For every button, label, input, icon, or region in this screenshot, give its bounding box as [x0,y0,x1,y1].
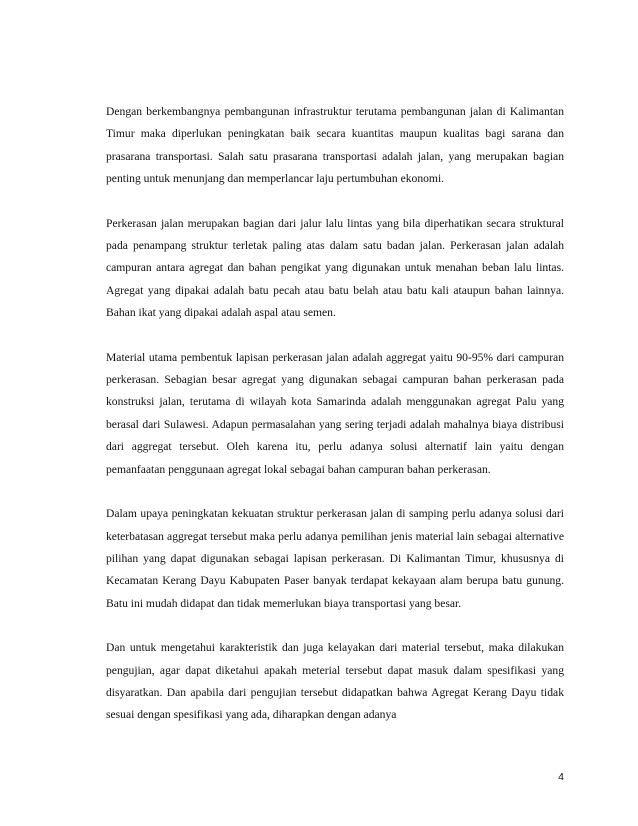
paragraph-4: Dalam upaya peningkatan kekuatan struktur perkerasan jalan di samping perlu adanya solusi dari keterbatasan aggregat tersebut maka perlu adanya pemilihan jenis material lain sebagai alternative pilihan yang dapat digunakan sebagai lapisan perkerasan. Di Kalimantan Timur, khususnya di Kecamatan Kerang Dayu Kabupaten Paser banyak terdapat kekayaan alam berupa batu gunung. Batu ini mudah didapat dan tidak memerlukan biaya transportasi yang besar. [106,507,564,610]
paragraph-1: Dengan berkembangnya pembangunan infrastruktur terutama pembangunan jalan di Kalimantan Timur maka diperlukan peningkatan baik secara kuantitas maupun kualitas bagi sarana dan prasarana transportasi. Salah satu prasarana transportasi adalah jalan, yang merupakan bagian penting untuk menunjang dan memperlancar laju pertumbuhan ekonomi. [106,105,564,186]
paragraph-2: Perkerasan jalan merupakan bagian dari jalur lalu lintas yang bila diperhatikan secara struktural pada penampang struktur terletak paling atas dalam satu badan jalan. Perkerasan jalan adalah campuran antara agregat dan bahan pengikat yang digunakan untuk menahan beban lalu lintas. Agregat yang dipakai adalah batu pecah atau batu belah atau batu kali ataupun bahan lainnya. Bahan ikat yang dipakai adalah aspal atau semen. [106,216,564,320]
body-text [106,101,564,727]
paragraph-5: Dan untuk mengetahui karakteristik dan juga kelayakan dari material tersebut, maka dilakukan pengujian, agar dapat diketahui apakah meterial tersebut dapat masuk dalam spesifikasi yang disyaratkan. Dan apabila dari pengujian tersebut didapatkan bahwa Agregat Kerang Dayu tidak sesuai dengan spesifikasi yang ada, diharapkan dengan adanya [106,641,564,722]
page-number: 4 [558,771,564,783]
paragraph-3: Material utama pembentuk lapisan perkerasan jalan adalah aggregat yaitu 90-95% dari campuran perkerasan. Sebagian besar agregat yang digunakan sebagai campuran bahan perkerasan pada konstruksi jalan, terutama di wilayah kota Samarinda adalah menggunakan agregat Palu yang berasal dari Sulawesi. Adapun permasalahan yang sering terjadi adalah mahalnya biaya distribusi dari aggregat tersebut. Oleh karena itu, perlu adanya solusi alternatif lain yaitu dengan pemanfaatan penggunaan agregat lokal sebagai bahan campuran bahan perkerasan. [106,350,564,476]
